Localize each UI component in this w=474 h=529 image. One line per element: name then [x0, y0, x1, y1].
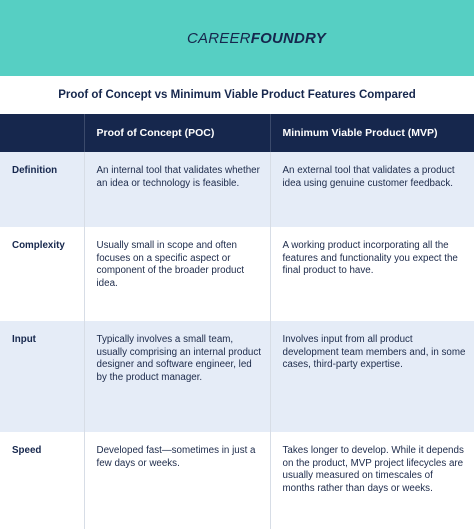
table-header-row	[0, 114, 474, 152]
comparison-title: Proof of Concept vs Minimum Viable Product Features Compared	[58, 89, 416, 101]
input-poc-cell: Typically involves a small team, usually comprising an internal product designer and software engineer, led by the product manager.	[84, 321, 270, 432]
table-row-definition	[0, 152, 474, 227]
table-row-input	[0, 321, 474, 432]
header-empty-cell	[0, 114, 84, 152]
logo-word-foundry: FOUNDRY	[250, 30, 327, 47]
row-label-speed: Speed	[0, 432, 84, 529]
speed-poc-cell: Developed fast—sometimes in just a few days or weeks.	[84, 432, 270, 529]
speed-mvp-cell: Takes longer to develop. While it depends on the product, MVP project lifecycles are usually measured on timescales of months rather than days or weeks.	[282, 445, 464, 494]
row-label-complexity: Complexity	[0, 227, 84, 321]
definition-poc-cell: An internal tool that validates whether an idea or technology is feasible.	[84, 152, 270, 227]
input-mvp-cell: Involves input from all product development team members and, in some cases, third-party expertise.	[270, 321, 474, 432]
careerfoundry-logo	[187, 30, 326, 48]
logo-word-career: CAREER	[187, 30, 251, 47]
complexity-poc-cell: Usually small in scope and often focuses on a specific aspect or component of the broader product idea.	[84, 227, 270, 321]
row-label-input: Input	[0, 321, 84, 432]
comparison-table	[0, 114, 474, 529]
definition-mvp-cell: An external tool that validates a product idea using genuine customer feedback.	[270, 152, 474, 227]
brand-header-bar	[0, 0, 474, 76]
row-label-definition: Definition	[0, 152, 84, 227]
complexity-mvp-cell: A working product incorporating all the features and functionality you expect the final product to have.	[282, 240, 458, 276]
header-poc: Proof of Concept (POC)	[84, 114, 270, 152]
table-row-complexity	[0, 227, 474, 321]
header-mvp: Minimum Viable Product (MVP)	[270, 114, 474, 152]
table-row-speed	[0, 432, 474, 529]
